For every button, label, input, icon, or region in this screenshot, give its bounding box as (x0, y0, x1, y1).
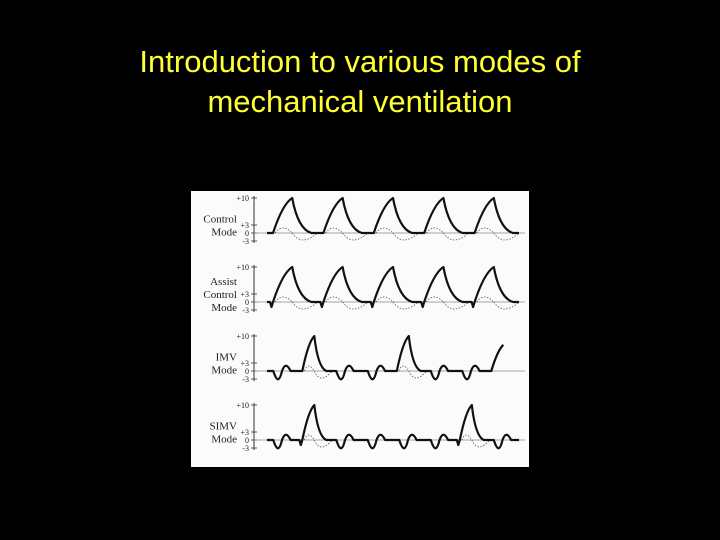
mode-label: Mode (211, 364, 237, 377)
axis-tick-label: 0 (245, 367, 249, 376)
axis-tick-label: +3 (240, 428, 249, 437)
axis-tick-label: 0 (245, 436, 249, 445)
axis-tick-label: 0 (245, 229, 249, 238)
mode-label: Mode (211, 226, 237, 239)
slide-title-line-2: mechanical ventilation (207, 84, 513, 119)
pressure-waveform (267, 336, 503, 379)
waveform-diagram (191, 191, 529, 467)
axis-tick-label: +3 (240, 221, 249, 230)
axis-tick-label: -3 (242, 237, 249, 246)
axis-tick-label: +10 (236, 194, 249, 203)
mode-label: SIMV (209, 420, 237, 433)
axis-tick-label: +10 (236, 263, 249, 272)
mode-label: Assist (210, 276, 237, 288)
pressure-waveform (267, 198, 519, 233)
mode-label: Mode (211, 433, 237, 446)
ventilation-waveform-figure (191, 191, 529, 467)
axis-tick-label: 0 (245, 298, 249, 307)
mode-label: Control (203, 213, 237, 226)
mode-label: Control (203, 289, 237, 301)
axis-tick-label: -3 (242, 306, 249, 315)
axis-tick-label: -3 (242, 444, 249, 453)
axis-tick-label: +10 (236, 401, 249, 410)
pressure-waveform (267, 405, 519, 448)
slide-title (0, 42, 720, 122)
axis-tick-label: -3 (242, 375, 249, 384)
axis-tick-label: +3 (240, 359, 249, 368)
mode-label: Mode (211, 302, 237, 314)
pressure-waveform (267, 267, 519, 307)
axis-tick-label: +3 (240, 290, 249, 299)
mode-label: IMV (215, 351, 237, 364)
axis-tick-label: +10 (236, 332, 249, 341)
slide-title-line-1: Introduction to various modes of (139, 44, 581, 79)
